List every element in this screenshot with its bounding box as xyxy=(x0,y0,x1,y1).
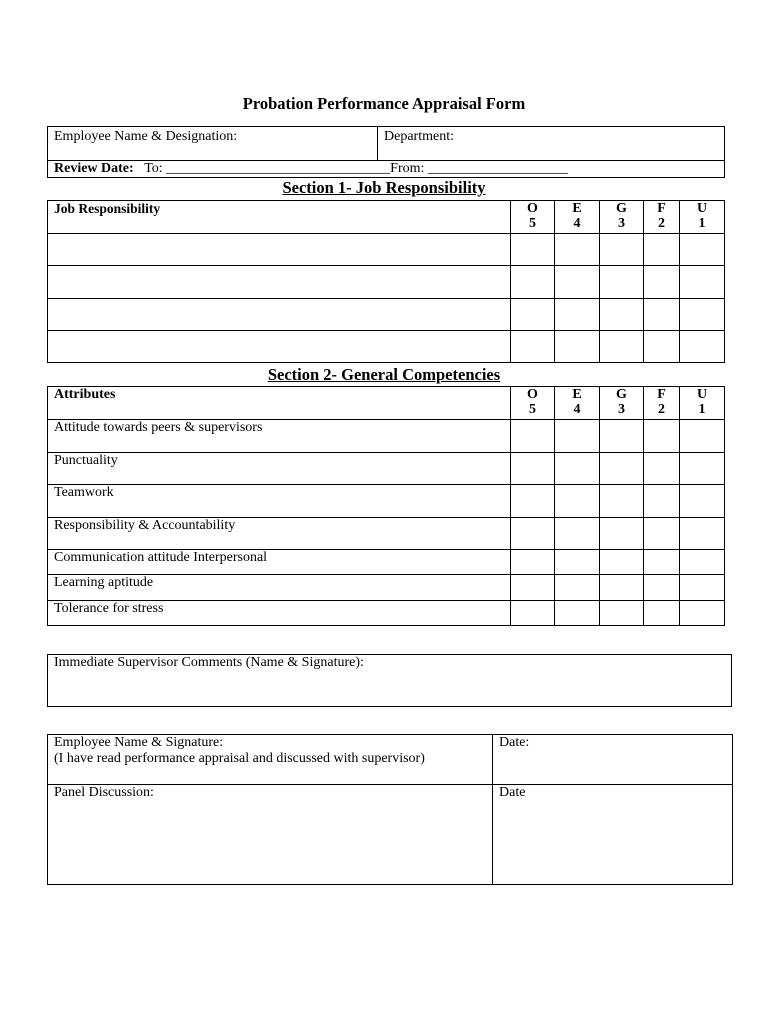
employee-signature-field[interactable] xyxy=(48,735,493,785)
grade-cell[interactable] xyxy=(680,331,725,363)
attribute-label: Punctuality xyxy=(48,453,511,485)
grade-cell[interactable] xyxy=(555,299,600,331)
grade-cell[interactable] xyxy=(555,485,600,518)
grade-cell[interactable] xyxy=(511,299,555,331)
grade-cell[interactable] xyxy=(555,453,600,485)
attribute-label: Teamwork xyxy=(48,485,511,518)
table-row xyxy=(48,420,725,453)
grade-cell[interactable] xyxy=(680,485,725,518)
panel-date-label: Date xyxy=(499,785,526,800)
table-row xyxy=(48,485,725,518)
table-row xyxy=(48,550,725,575)
table-row xyxy=(48,518,725,550)
job-responsibility-cell[interactable] xyxy=(48,266,511,299)
grade-cell[interactable] xyxy=(644,420,680,453)
grade-cell[interactable] xyxy=(600,453,644,485)
grade-f-header: F 2 xyxy=(644,387,680,420)
grade-cell[interactable] xyxy=(511,518,555,550)
grade-cell[interactable] xyxy=(555,420,600,453)
grade-cell[interactable] xyxy=(644,299,680,331)
grade-cell[interactable] xyxy=(511,453,555,485)
panel-discussion-field[interactable] xyxy=(48,785,493,885)
grade-cell[interactable] xyxy=(511,331,555,363)
grade-cell[interactable] xyxy=(555,331,600,363)
form-title: Probation Performance Appraisal Form xyxy=(242,94,526,113)
grade-cell[interactable] xyxy=(644,234,680,266)
table-row xyxy=(48,575,725,601)
grade-u-header: U 1 xyxy=(680,201,725,234)
grade-cell[interactable] xyxy=(680,299,725,331)
department-label: Department: xyxy=(384,129,454,144)
table-row xyxy=(48,331,725,363)
panel-discussion-label: Panel Discussion: xyxy=(54,785,154,800)
supervisor-comments-field[interactable] xyxy=(48,655,732,707)
general-competencies-table xyxy=(47,386,725,626)
grade-cell[interactable] xyxy=(555,234,600,266)
signoff-table xyxy=(47,734,733,885)
grade-g-header: G 3 xyxy=(600,387,644,420)
job-responsibility-table xyxy=(47,200,725,363)
table-row xyxy=(48,266,725,299)
table-row xyxy=(48,234,725,266)
section-2-heading: Section 2- General Competencies xyxy=(267,365,501,384)
grade-cell[interactable] xyxy=(555,601,600,626)
grade-cell[interactable] xyxy=(555,550,600,575)
attribute-label: Tolerance for stress xyxy=(48,601,511,626)
grade-cell[interactable] xyxy=(511,550,555,575)
grade-cell[interactable] xyxy=(600,550,644,575)
grade-cell[interactable] xyxy=(511,420,555,453)
review-date-row[interactable] xyxy=(48,161,725,178)
grade-cell[interactable] xyxy=(555,575,600,601)
grade-u-header: U 1 xyxy=(680,387,725,420)
grade-cell[interactable] xyxy=(680,601,725,626)
department-field[interactable] xyxy=(378,127,725,161)
grade-cell[interactable] xyxy=(600,234,644,266)
review-date-label: Review Date: xyxy=(54,161,134,176)
grade-cell[interactable] xyxy=(600,575,644,601)
employee-date-field[interactable] xyxy=(493,735,733,785)
supervisor-comments-table xyxy=(47,654,732,707)
grade-e-header: E 4 xyxy=(555,387,600,420)
employee-signature-label: Employee Name & Signature: xyxy=(54,735,224,750)
grade-cell[interactable] xyxy=(600,266,644,299)
grade-cell[interactable] xyxy=(511,266,555,299)
grade-cell[interactable] xyxy=(680,234,725,266)
grade-cell[interactable] xyxy=(555,266,600,299)
attribute-label: Learning aptitude xyxy=(48,575,511,601)
grade-cell[interactable] xyxy=(644,601,680,626)
grade-cell[interactable] xyxy=(680,518,725,550)
table-row xyxy=(48,299,725,331)
grade-o-header: O 5 xyxy=(511,387,555,420)
grade-cell[interactable] xyxy=(600,299,644,331)
grade-cell[interactable] xyxy=(644,550,680,575)
job-responsibility-cell[interactable] xyxy=(48,234,511,266)
grade-cell[interactable] xyxy=(644,575,680,601)
employee-signature-note: (I have read performance appraisal and discussed with supervisor) xyxy=(54,751,425,766)
grade-f-header: F 2 xyxy=(644,201,680,234)
job-responsibility-cell[interactable] xyxy=(48,299,511,331)
grade-e-header: E 4 xyxy=(555,201,600,234)
employee-name-designation-label: Employee Name & Designation: xyxy=(54,129,238,144)
attribute-label: Responsibility & Accountability xyxy=(48,518,511,550)
grade-cell[interactable] xyxy=(680,453,725,485)
grade-cell[interactable] xyxy=(644,453,680,485)
grade-cell[interactable] xyxy=(644,266,680,299)
grade-g-header: G 3 xyxy=(600,201,644,234)
job-responsibility-header: Job Responsibility xyxy=(48,201,511,234)
employee-date-label: Date: xyxy=(499,735,530,750)
grade-cell[interactable] xyxy=(680,420,725,453)
grade-cell[interactable] xyxy=(600,601,644,626)
panel-date-field[interactable] xyxy=(493,785,733,885)
grade-cell[interactable] xyxy=(600,518,644,550)
employee-name-designation-field[interactable] xyxy=(48,127,378,161)
attribute-label: Attitude towards peers & supervisors xyxy=(48,420,511,453)
table-row xyxy=(48,453,725,485)
grade-cell[interactable] xyxy=(680,550,725,575)
grade-cell[interactable] xyxy=(644,518,680,550)
grade-cell[interactable] xyxy=(511,485,555,518)
grade-cell[interactable] xyxy=(600,485,644,518)
grade-cell[interactable] xyxy=(511,234,555,266)
review-date-to: To: ________________________________ xyxy=(144,161,391,176)
job-responsibility-cell[interactable] xyxy=(48,331,511,363)
grade-cell[interactable] xyxy=(555,518,600,550)
grade-cell[interactable] xyxy=(600,420,644,453)
grade-o-header: O 5 xyxy=(511,201,555,234)
supervisor-comments-label: Immediate Supervisor Comments (Name & Signature): xyxy=(54,655,364,670)
grade-cell[interactable] xyxy=(644,331,680,363)
grade-cell[interactable] xyxy=(680,266,725,299)
grade-cell[interactable] xyxy=(680,575,725,601)
section-1-heading: Section 1- Job Responsibility xyxy=(282,178,486,197)
attributes-header: Attributes xyxy=(48,387,511,420)
table-row xyxy=(48,601,725,626)
review-date-from: From: ____________________ xyxy=(390,161,568,176)
grade-cell[interactable] xyxy=(511,601,555,626)
header-table xyxy=(47,126,725,178)
attribute-label: Communication attitude Interpersonal xyxy=(48,550,511,575)
grade-cell[interactable] xyxy=(644,485,680,518)
grade-cell[interactable] xyxy=(600,331,644,363)
grade-cell[interactable] xyxy=(511,575,555,601)
